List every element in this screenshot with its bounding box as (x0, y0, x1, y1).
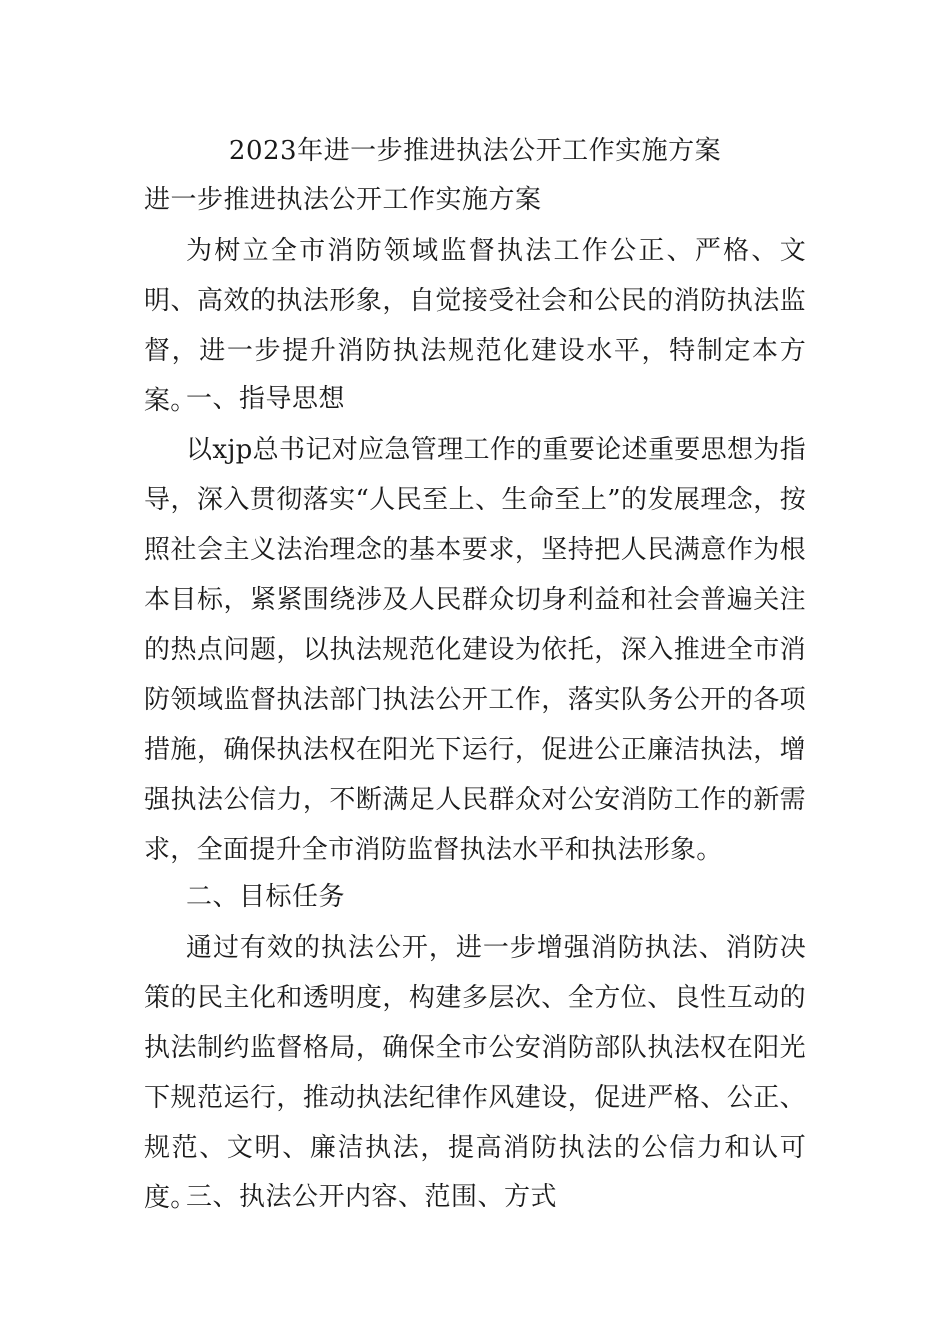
section-heading-guiding-ideology: 一、指导思想 (186, 384, 346, 414)
section-body-goals: 通过有效的执法公开，进一步增强消防执法、消防决策的民主化和透明度，构建多层次、全方位、良性互动的执法制约监督格局，确保全市公安消防部队执法权在阳光下规范运行，推动执法纪律作风建设，促进严格、公正、规范、文明、廉洁执法，提高消防执法的公信力和认可度。 (144, 933, 806, 1213)
document-title: 2023年进一步推进执法公开工作实施方案 (228, 136, 722, 166)
intro-paragraph: 为树立全市消防领域监督执法工作公正、严格、文明、高效的执法形象，自觉接受社会和公民的消防执法监督，进一步提升消防执法规范化建设水平，特制定本方案。 (144, 236, 806, 416)
section-heading-disclosure-scope: 三、执法公开内容、范围、方式 (186, 1182, 558, 1212)
section-heading-goals: 二、目标任务 (186, 882, 346, 912)
document-subtitle: 进一步推进执法公开工作实施方案 (144, 185, 542, 215)
section-body-guiding-ideology: 以xjp总书记对应急管理工作的重要论述重要思想为指导，深入贯彻落实“人民至上、生命至上”的发展理念，按照社会主义法治理念的基本要求，坚持把人民满意作为根本目标，紧紧围绕涉及人民群众切身利益和社会普遍关注的热点问题，以执法规范化建设为依托，深入推进全市消防领域监督执法部门执法公开工作，落实队务公开的各项措施，确保执法权在阳光下运行，促进公正廉洁执法，增强执法公信力，不断满足人民群众对公安消防工作的新需求，全面提升全市消防监督执法水平和执法形象。 (144, 435, 806, 865)
